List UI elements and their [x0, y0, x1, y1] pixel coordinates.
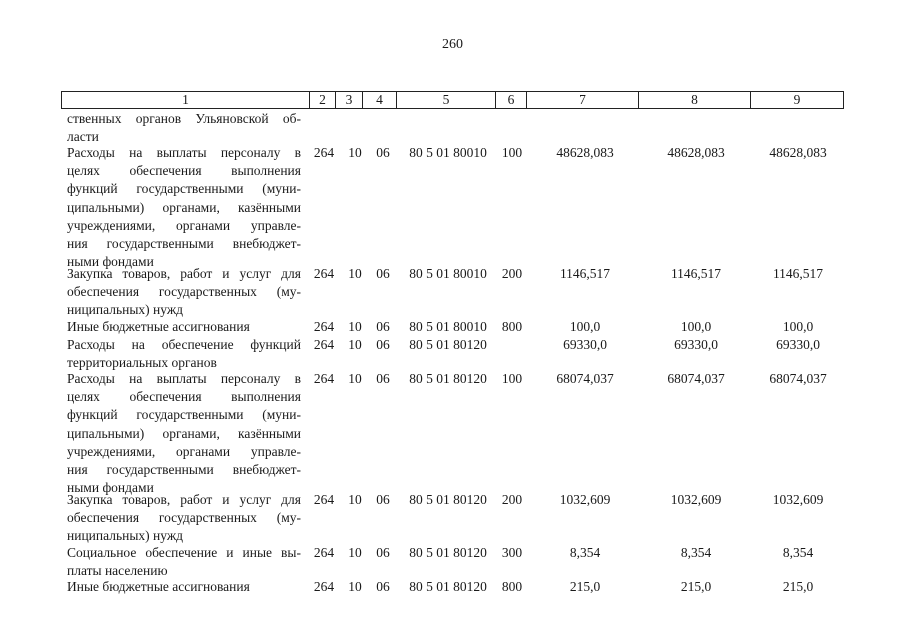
row-description [67, 265, 301, 320]
description-line: целях обеспечения выполнения [67, 389, 301, 405]
description-line: учреждениями, органами управле- [67, 443, 301, 459]
cell-amount-col8: 8,354 [680, 545, 712, 560]
description-line: Закупка товаров, работ и услуг для [67, 492, 301, 507]
header-col-7: 7 [527, 92, 639, 108]
description-line: ния государственными внебюджет- [67, 236, 301, 252]
header-col-5: 5 [397, 92, 496, 108]
cell-ministry-code: 264 [313, 492, 335, 507]
cell-amount-col7: 48628,083 [556, 145, 614, 160]
description-line: ниципальных) нужд [67, 528, 184, 544]
description-line: Социальное обеспечение и иные вы- [67, 545, 301, 560]
cell-amount-col7: 8,354 [569, 545, 601, 560]
row-description [67, 491, 301, 546]
cell-amount-col8: 100,0 [680, 319, 712, 334]
cell-target-article: 80 5 01 80010 [409, 319, 487, 334]
table-row [0, 544, 905, 580]
cell-amount-col9: 68074,037 [769, 371, 827, 386]
cell-subsection: 06 [376, 319, 390, 334]
cell-section: 10 [348, 337, 362, 352]
row-description [67, 110, 301, 146]
header-col-9: 9 [793, 92, 801, 107]
header-col-1: 1 [62, 92, 310, 108]
description-line: целях обеспечения выполнения [67, 163, 301, 179]
description-line: ципальными) органами, казёнными [67, 199, 301, 215]
cell-expense-type: 100 [501, 371, 523, 386]
cell-expense-type: 800 [501, 579, 523, 594]
cell-amount-col7: 1032,609 [559, 492, 611, 507]
cell-ministry-code: 264 [313, 266, 335, 281]
row-description [67, 578, 301, 596]
table-row [0, 578, 905, 596]
description-line: ниципальных) нужд [67, 302, 184, 318]
cell-target-article: 80 5 01 80120 [409, 579, 487, 594]
description-line: платы населению [67, 563, 168, 579]
cell-ministry-code: 264 [313, 371, 335, 386]
cell-amount-col9: 215,0 [782, 579, 814, 594]
header-col-3: 3 [336, 92, 363, 108]
description-line: ственных органов Ульяновской об- [67, 111, 301, 126]
header-col-8: 8 [639, 92, 751, 108]
description-line: ными фондами [67, 254, 154, 270]
row-description [67, 318, 301, 336]
cell-expense-type: 300 [501, 545, 523, 560]
cell-expense-type: 200 [501, 492, 523, 507]
cell-ministry-code: 264 [313, 145, 335, 160]
cell-target-article: 80 5 01 80120 [409, 545, 487, 560]
cell-ministry-code: 264 [313, 337, 335, 352]
cell-amount-col7: 69330,0 [563, 337, 607, 352]
cell-section: 10 [348, 371, 362, 386]
cell-amount-col9: 48628,083 [769, 145, 827, 160]
description-line: функций государственными (муни- [67, 407, 301, 423]
row-description [67, 370, 301, 497]
table-row [0, 265, 905, 320]
cell-subsection: 06 [376, 371, 390, 386]
cell-section: 10 [348, 145, 362, 160]
cell-subsection: 06 [376, 337, 390, 352]
cell-ministry-code: 264 [313, 579, 335, 594]
page-number: 260 [442, 37, 463, 52]
cell-amount-col9: 100,0 [782, 319, 814, 334]
header-col-2: 2 [310, 92, 336, 108]
cell-amount-col8: 1146,517 [670, 266, 722, 281]
cell-target-article: 80 5 01 80120 [409, 492, 487, 507]
cell-amount-col7: 100,0 [569, 319, 601, 334]
cell-amount-col9: 69330,0 [776, 337, 820, 352]
cell-amount-col9: 1032,609 [772, 492, 824, 507]
cell-amount-col9: 8,354 [782, 545, 814, 560]
cell-amount-col8: 68074,037 [667, 371, 725, 386]
description-line: территориальных органов [67, 355, 217, 371]
header-col-4: 4 [363, 92, 397, 108]
description-line: ципальными) органами, казёнными [67, 425, 301, 441]
description-line: Закупка товаров, работ и услуг для [67, 266, 301, 281]
description-line: Расходы на выплаты персоналу в [67, 145, 301, 160]
description-line: обеспечения государственных (му- [67, 510, 301, 526]
table-row [0, 336, 905, 372]
description-line: ласти [67, 129, 99, 145]
row-description [67, 144, 301, 271]
table-row [0, 491, 905, 546]
description-line: учреждениями, органами управле- [67, 217, 301, 233]
cell-section: 10 [348, 492, 362, 507]
cell-amount-col8: 1032,609 [670, 492, 722, 507]
cell-amount-col7: 1146,517 [559, 266, 611, 281]
cell-target-article: 80 5 01 80120 [409, 371, 487, 386]
cell-expense-type: 200 [501, 266, 523, 281]
cell-expense-type: 100 [501, 145, 523, 160]
cell-target-article: 80 5 01 80010 [409, 266, 487, 281]
cell-target-article: 80 5 01 80010 [409, 145, 487, 160]
table-header [61, 91, 844, 109]
description-line: Расходы на выплаты персоналу в [67, 371, 301, 386]
cell-expense-type: 800 [501, 319, 523, 334]
cell-ministry-code: 264 [313, 545, 335, 560]
cell-section: 10 [348, 319, 362, 334]
table-row [0, 110, 905, 146]
row-description [67, 336, 301, 372]
table-row [0, 144, 905, 271]
description-line: Иные бюджетные ассигнования [67, 319, 250, 334]
cell-amount-col7: 68074,037 [556, 371, 614, 386]
cell-section: 10 [348, 579, 362, 594]
description-line: функций государственными (муни- [67, 181, 301, 197]
cell-subsection: 06 [376, 545, 390, 560]
cell-target-article: 80 5 01 80120 [409, 337, 487, 352]
table-row [0, 370, 905, 497]
description-line: ными фондами [67, 480, 154, 496]
cell-subsection: 06 [376, 145, 390, 160]
cell-amount-col8: 215,0 [680, 579, 712, 594]
cell-ministry-code: 264 [313, 319, 335, 334]
cell-subsection: 06 [376, 266, 390, 281]
cell-subsection: 06 [376, 579, 390, 594]
cell-section: 10 [348, 545, 362, 560]
description-line: ния государственными внебюджет- [67, 462, 301, 478]
description-line: Иные бюджетные ассигнования [67, 579, 250, 594]
cell-section: 10 [348, 266, 362, 281]
cell-amount-col8: 48628,083 [667, 145, 725, 160]
table-row [0, 318, 905, 336]
description-line: обеспечения государственных (му- [67, 284, 301, 300]
cell-amount-col9: 1146,517 [772, 266, 824, 281]
header-col-6: 6 [496, 92, 527, 108]
description-line: Расходы на обеспечение функций [67, 337, 301, 352]
cell-subsection: 06 [376, 492, 390, 507]
row-description [67, 544, 301, 580]
cell-amount-col8: 69330,0 [674, 337, 718, 352]
cell-amount-col7: 215,0 [569, 579, 601, 594]
